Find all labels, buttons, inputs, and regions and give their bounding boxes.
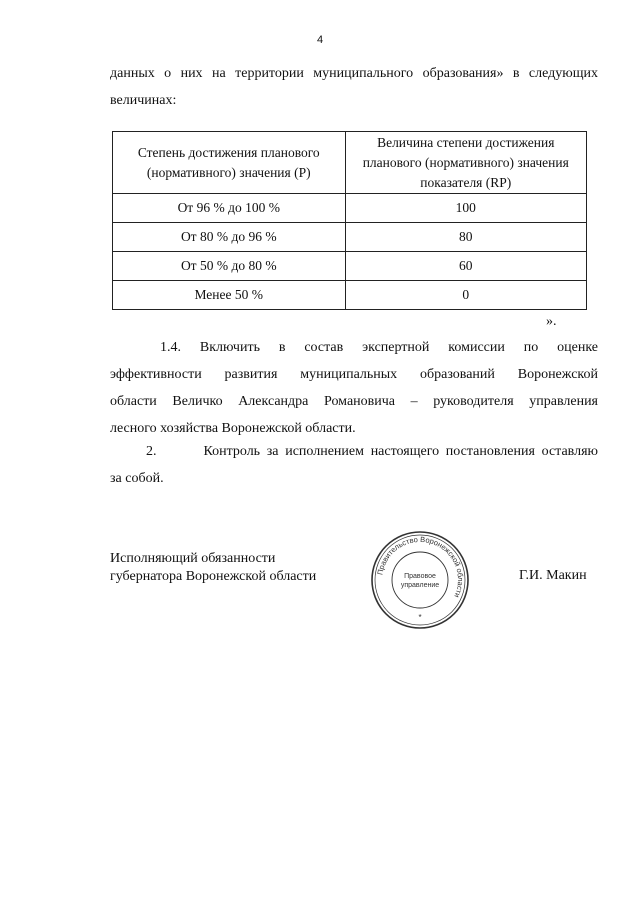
item-2-line-1 <box>110 438 598 465</box>
item-1-4-line-3: области Величко Александра Романовича – руководителя управления <box>110 394 598 409</box>
signatory-title-line-2: губернатора Воронежской области <box>110 569 317 584</box>
item-1-4-line-1: 1.4. Включить в состав экспертной комиссии по оценке <box>160 340 598 355</box>
table-cell: Менее 50 % <box>113 281 346 310</box>
table-row <box>113 223 587 252</box>
item-2-text: Контроль за исполнением настоящего постановления оставляю <box>203 444 598 459</box>
item-1-4-line-4: лесного хозяйства Воронежской области. <box>110 421 356 436</box>
item-1-4-paragraph <box>110 334 598 442</box>
table-cell: 100 <box>345 194 586 223</box>
stamp-center-line-1: Правовое <box>404 573 436 580</box>
table-cell: 0 <box>345 281 586 310</box>
table-cell: 60 <box>345 252 586 281</box>
table-cell: От 80 % до 96 % <box>113 223 346 252</box>
achievement-table <box>112 131 587 310</box>
table-header-row <box>113 132 587 194</box>
stamp-center-line-2: управление <box>400 582 440 589</box>
page-number: 4 <box>316 34 324 46</box>
signatory-name: Г.И. Макин <box>519 568 587 583</box>
intro-line-2: величинах: <box>110 93 177 108</box>
table-row <box>113 281 587 310</box>
table-cell: От 50 % до 80 % <box>113 252 346 281</box>
table-row <box>113 252 587 281</box>
signatory-title-line-1: Исполняющий обязанности <box>110 551 276 566</box>
table-cell: От 96 % до 100 % <box>113 194 346 223</box>
stamp-ring-text: Правительство Воронежской области <box>375 534 466 600</box>
item-2-line-2: за собой. <box>110 471 164 486</box>
closing-quote: ». <box>546 314 557 329</box>
table-row <box>113 194 587 223</box>
item-2-number: 2. <box>146 444 157 459</box>
table-cell: 80 <box>345 223 586 252</box>
intro-line-1: данных о них на территории муниципального образования» в следующих <box>110 66 598 81</box>
stamp-star-mark: * <box>418 613 422 622</box>
signatory-title <box>110 550 316 586</box>
item-2-paragraph <box>110 438 598 492</box>
item-1-4-line-2: эффективности развития муниципальных образований Воронежской <box>110 367 598 382</box>
table-header-cell: Величина степени достижения планового (нормативного) значения показателя (RP) <box>345 132 586 194</box>
official-stamp <box>370 530 470 630</box>
table-header-cell: Степень достижения планового (нормативного) значения (Р) <box>113 132 346 194</box>
intro-paragraph <box>110 60 598 114</box>
